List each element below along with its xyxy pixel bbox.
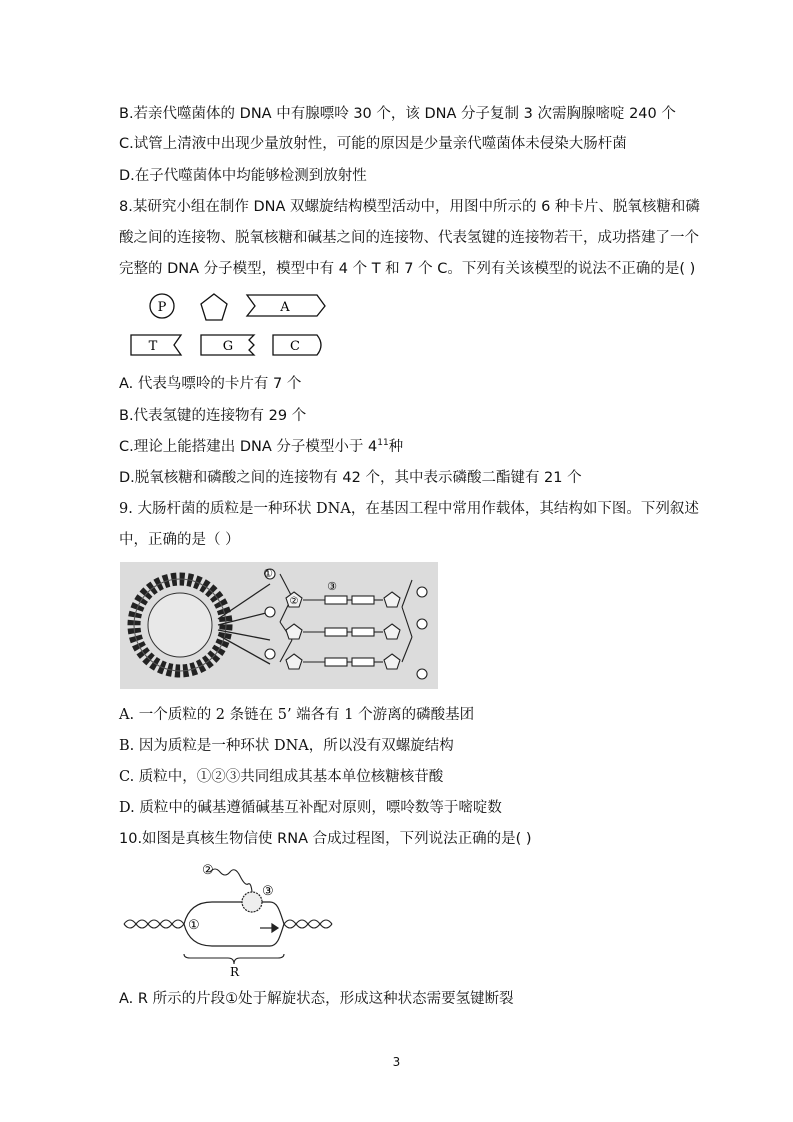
deoxyribose-pentagon-shape — [201, 294, 227, 320]
direction-arrow-icon — [260, 924, 278, 932]
q9-label-1: ① — [263, 567, 273, 580]
thymine-label: T — [148, 339, 158, 354]
q8-option-b: B.代表氢键的连接物有 29 个 — [119, 408, 307, 424]
q9-option-a: A. 一个质粒的 2 条链在 5’ 端各有 1 个游离的磷酸基团 — [119, 707, 475, 723]
q9-option-b: B. 因为质粒是一种环状 DNA，所以没有双螺旋结构 — [119, 738, 454, 754]
cytosine-card — [273, 335, 321, 355]
rna-polymerase — [242, 892, 262, 912]
q8-option-a: A. 代表鸟嘌呤的卡片有 7 个 — [119, 376, 302, 392]
q9-stem-line2: 中，正确的是（ ） — [119, 532, 240, 548]
cytosine-label: C — [290, 339, 300, 354]
q7-option-d: D.在子代噬菌体中均能够检测到放射性 — [119, 168, 367, 184]
q10-label-2: ② — [202, 863, 214, 878]
plasmid-ring — [134, 579, 226, 671]
r-bracket — [184, 954, 284, 964]
q8-stem-line1: 8.某研究小组在制作 DNA 双螺旋结构模型活动中，用图中所示的 6 种卡片、脱氧核糖和磷 — [119, 199, 700, 215]
q10-stem: 10.如图是真核生物信使 RNA 合成过程图，下列说法正确的是( ) — [119, 831, 532, 847]
mrna-strand — [210, 869, 252, 892]
q10-label-r: R — [230, 965, 240, 976]
q8-option-c-exponent: 11 — [377, 438, 389, 449]
q8-option-c-unit: 种 — [388, 439, 404, 455]
adenine-label: A — [280, 300, 290, 315]
q8-option-c-text: C.理论上能搭建出 DNA 分子模型小于 4 — [119, 439, 378, 455]
q8-option-d: D.脱氧核糖和磷酸之间的连接物有 42 个，其中表示磷酸二酯键有 21 个 — [119, 470, 582, 486]
q9-stem-line1: 9. 大肠杆菌的质粒是一种环状 DNA，在基因工程中常用作载体，其结构如下图。下列叙述 — [119, 501, 699, 517]
q10-transcription-figure — [120, 858, 335, 976]
double-helix-left — [124, 920, 184, 928]
q8-card-figure — [125, 288, 335, 360]
q7-option-b: B.若亲代噬菌体的 DNA 中有腺嘌呤 30 个，该 DNA 分子复制 3 次需胸腺嘧啶 240 个 — [119, 106, 676, 122]
q10-label-3: ③ — [262, 884, 274, 899]
q10-label-1: ① — [188, 918, 200, 933]
q9-option-d: D. 质粒中的碱基遵循碱基互补配对原则，嘌呤数等于嘧啶数 — [119, 800, 502, 816]
guanine-card — [201, 335, 254, 355]
q7-option-c: C.试管上清液中出现少量放射性，可能的原因是少量亲代噬菌体未侵染大肠杆菌 — [119, 136, 627, 152]
thymine-card — [131, 335, 181, 355]
double-helix-right — [284, 920, 332, 928]
page-number: 3 — [392, 1055, 401, 1069]
q8-stem-line2: 酸之间的连接物、脱氧核糖和碱基之间的连接物、代表氢键的连接物若干，成功搭建了一个 — [119, 230, 699, 246]
guanine-label: G — [222, 339, 234, 354]
q10-option-a: A. R 所示的片段①处于解旋状态，形成这种状态需要氢键断裂 — [119, 991, 514, 1007]
adenine-card — [247, 295, 325, 316]
phosphate-label: P — [157, 300, 167, 315]
q9-plasmid-figure — [120, 562, 438, 689]
q9-option-c: C. 质粒中，①②③共同组成其基本单位核糖核苷酸 — [119, 769, 444, 785]
q9-label-2: ② — [289, 596, 299, 607]
q8-option-c — [119, 437, 403, 457]
phosphate-card — [150, 294, 174, 318]
q9-label-3: ③ — [327, 580, 337, 593]
q8-stem-line3: 完整的 DNA 分子模型，模型中有 4 个 T 和 7 个 C。下列有关该模型的说法不正确的是( ) — [119, 261, 696, 277]
